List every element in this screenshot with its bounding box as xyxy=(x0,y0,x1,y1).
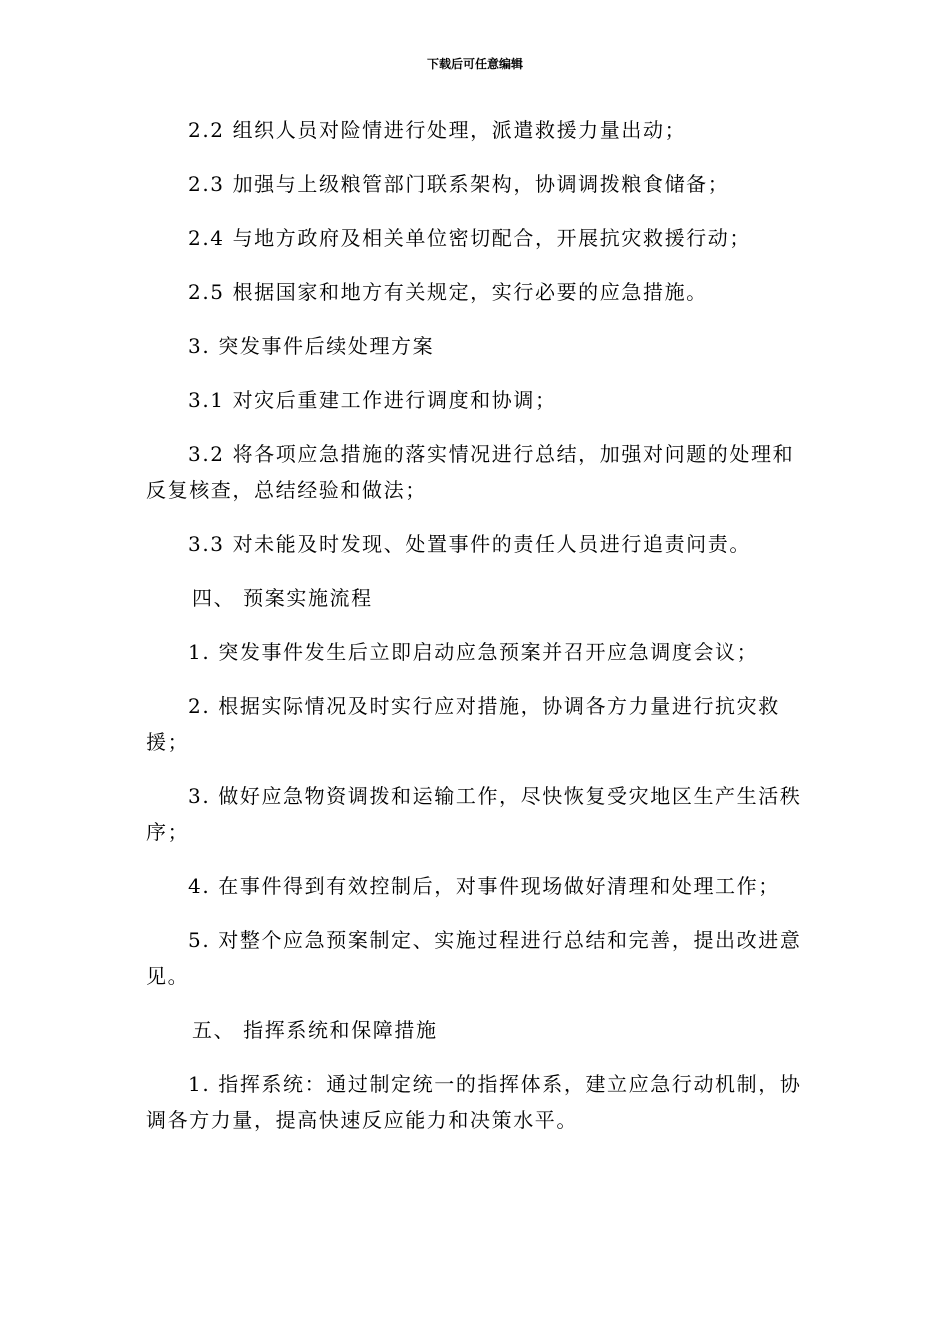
paragraph-4-5: 5. 对整个应急预案制定、实施过程进行总结和完善，提出改进意见。 xyxy=(146,928,802,988)
paragraph-3-3: 3.3 对未能及时发现、处置事件的责任人员进行追责问责。 xyxy=(188,532,751,556)
section-heading-3: 3. 突发事件后续处理方案 xyxy=(188,334,435,358)
paragraph-4-3: 3. 做好应急物资调拨和运输工作，尽快恢复受灾地区生产生活秩序； xyxy=(146,784,802,844)
paragraph-4-2: 2. 根据实际情况及时实行应对措施，协调各方力量进行抗灾救援； xyxy=(146,694,780,754)
paragraph-2-4: 2.4 与地方政府及相关单位密切配合，开展抗灾救援行动； xyxy=(188,226,751,250)
paragraph-3-2: 3.2 将各项应急措施的落实情况进行总结，加强对问题的处理和反复核查，总结经验和做法； xyxy=(146,442,795,502)
paragraph-4-4: 4. 在事件得到有效控制后，对事件现场做好清理和处理工作； xyxy=(188,874,780,898)
paragraph-2-3: 2.3 加强与上级粮管部门联系架构，协调调拨粮食储备； xyxy=(188,172,730,196)
paragraph-5-1: 1. 指挥系统：通过制定统一的指挥体系，建立应急行动机制，协调各方力量，提高快速反应能力和决策水平。 xyxy=(146,1072,802,1132)
paragraph-2-5: 2.5 根据国家和地方有关规定，实行必要的应急措施。 xyxy=(188,280,708,304)
paragraph-4-1: 1. 突发事件发生后立即启动应急预案并召开应急调度会议； xyxy=(188,640,759,664)
section-heading-5: 五、 指挥系统和保障措施 xyxy=(192,1018,438,1042)
paragraph-3-1: 3.1 对灾后重建工作进行调度和协调； xyxy=(188,388,557,412)
page-header: 下载后可任意编辑 xyxy=(426,57,523,71)
section-heading-4: 四、 预案实施流程 xyxy=(192,586,373,610)
document-body xyxy=(146,112,806,1156)
paragraph-2-2: 2.2 组织人员对险情进行处理，派遣救援力量出动； xyxy=(188,118,687,142)
